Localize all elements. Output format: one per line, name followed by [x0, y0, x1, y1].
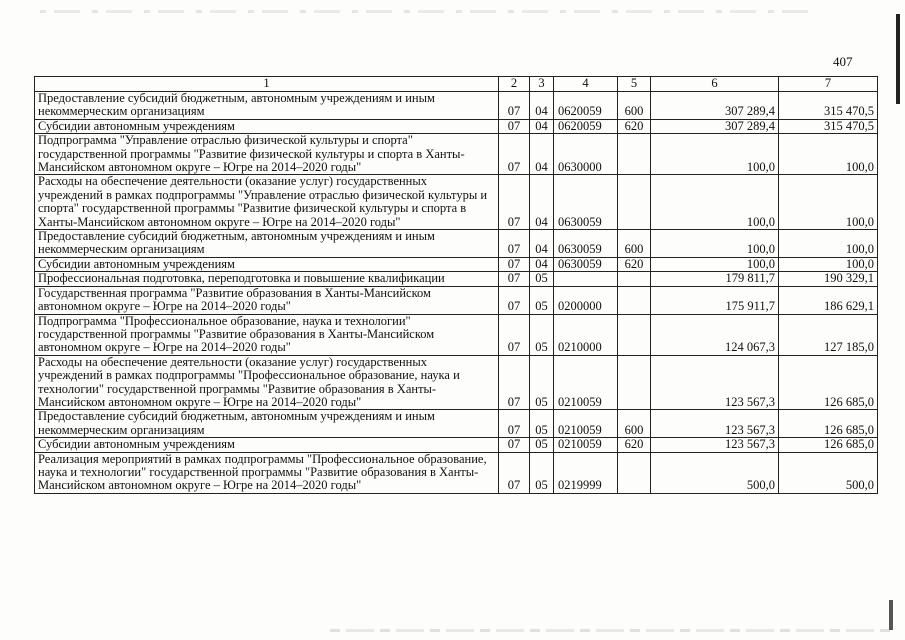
row-target-code — [554, 272, 618, 286]
table-row — [35, 286, 878, 314]
row-expense-type — [618, 314, 651, 355]
row-section: 07 — [499, 92, 530, 120]
row-description: Предоставление субсидий бюджетным, автономным учреждениям и иным некоммерческим организациям — [35, 410, 499, 438]
row-section: 07 — [499, 272, 530, 286]
row-amount-year1: 100,0 — [651, 175, 779, 230]
row-description: Предоставление субсидий бюджетным, автономным учреждениям и иным некоммерческим организациям — [35, 92, 499, 120]
row-description: Расходы на обеспечение деятельности (оказание услуг) государственных учреждений в рамках подпрограммы "Управление отраслью физической культуры и спорта" государственной программы "Развитие физической культуры и спорта в Ханты-Мансийском автономном округе – Югре на 2014–2020 годы" — [35, 175, 499, 230]
row-amount-year1: 500,0 — [651, 452, 779, 493]
row-target-code: 0210059 — [554, 410, 618, 438]
row-subsection: 04 — [530, 175, 554, 230]
row-description: Расходы на обеспечение деятельности (оказание услуг) государственных учреждений в рамках подпрограммы "Профессиональное образование, наука и технологии" государственной программы "Развитие образования в Ханты-Мансийском автономном округе – Югре на 2014–2020 годы" — [35, 355, 499, 410]
scan-artifact-bottom — [330, 629, 890, 632]
row-section: 07 — [499, 257, 530, 271]
row-amount-year1: 123 567,3 — [651, 355, 779, 410]
row-expense-type — [618, 452, 651, 493]
row-amount-year1: 175 911,7 — [651, 286, 779, 314]
row-amount-year2: 127 185,0 — [779, 314, 878, 355]
row-amount-year1: 100,0 — [651, 257, 779, 271]
row-section: 07 — [499, 314, 530, 355]
row-section: 07 — [499, 355, 530, 410]
column-header: 5 — [618, 77, 651, 92]
row-description: Субсидии автономным учреждениям — [35, 257, 499, 271]
row-expense-type — [618, 355, 651, 410]
row-description: Подпрограмма "Управление отраслью физической культуры и спорта" государственной программы "Развитие физической культуры и спорта в Ханты-Мансийском автономном округе – Югре на 2014–2020 годы" — [35, 134, 499, 175]
row-section: 07 — [499, 452, 530, 493]
row-section: 07 — [499, 230, 530, 258]
row-subsection: 04 — [530, 134, 554, 175]
row-expense-type — [618, 286, 651, 314]
row-target-code: 0210000 — [554, 314, 618, 355]
table-row — [35, 272, 878, 286]
row-expense-type: 600 — [618, 410, 651, 438]
row-expense-type: 620 — [618, 119, 651, 133]
scan-artifact-top — [40, 10, 820, 13]
row-amount-year2: 190 329,1 — [779, 272, 878, 286]
row-amount-year2: 100,0 — [779, 230, 878, 258]
row-target-code: 0620059 — [554, 92, 618, 120]
row-amount-year2: 315 470,5 — [779, 92, 878, 120]
row-expense-type — [618, 175, 651, 230]
column-header: 4 — [554, 77, 618, 92]
row-target-code: 0210059 — [554, 355, 618, 410]
row-target-code: 0630059 — [554, 257, 618, 271]
row-amount-year1: 124 067,3 — [651, 314, 779, 355]
row-target-code: 0620059 — [554, 119, 618, 133]
row-expense-type: 600 — [618, 230, 651, 258]
row-description: Субсидии автономным учреждениям — [35, 119, 499, 133]
row-subsection: 05 — [530, 410, 554, 438]
table-row — [35, 175, 878, 230]
row-description: Профессиональная подготовка, переподготовка и повышение квалификации — [35, 272, 499, 286]
table-row — [35, 355, 878, 410]
row-description: Реализация мероприятий в рамках подпрограммы "Профессиональное образование, наука и технологии" государственной программы "Развитие образования в Ханты-Мансийском автономном округе – Югре на 2014–2020 годы" — [35, 452, 499, 493]
row-section: 07 — [499, 286, 530, 314]
row-amount-year1: 307 289,4 — [651, 92, 779, 120]
row-amount-year2: 315 470,5 — [779, 119, 878, 133]
row-amount-year2: 100,0 — [779, 134, 878, 175]
row-amount-year1: 123 567,3 — [651, 438, 779, 452]
row-subsection: 04 — [530, 119, 554, 133]
row-expense-type: 600 — [618, 92, 651, 120]
row-expense-type — [618, 134, 651, 175]
row-target-code: 0219999 — [554, 452, 618, 493]
table-row — [35, 452, 878, 493]
column-header: 1 — [35, 77, 499, 92]
row-amount-year2: 500,0 — [779, 452, 878, 493]
row-expense-type: 620 — [618, 257, 651, 271]
row-amount-year2: 186 629,1 — [779, 286, 878, 314]
column-header: 6 — [651, 77, 779, 92]
row-amount-year1: 100,0 — [651, 230, 779, 258]
row-target-code: 0210059 — [554, 438, 618, 452]
row-section: 07 — [499, 134, 530, 175]
budget-table — [34, 76, 878, 494]
row-amount-year2: 100,0 — [779, 257, 878, 271]
table-row — [35, 410, 878, 438]
column-header: 7 — [779, 77, 878, 92]
table-header-row — [35, 77, 878, 92]
row-amount-year1: 123 567,3 — [651, 410, 779, 438]
row-subsection: 05 — [530, 272, 554, 286]
row-subsection: 04 — [530, 257, 554, 271]
row-subsection: 05 — [530, 286, 554, 314]
row-subsection: 04 — [530, 92, 554, 120]
row-amount-year1: 100,0 — [651, 134, 779, 175]
row-amount-year2: 126 685,0 — [779, 438, 878, 452]
row-target-code: 0200000 — [554, 286, 618, 314]
row-amount-year2: 126 685,0 — [779, 355, 878, 410]
row-target-code: 0630000 — [554, 134, 618, 175]
row-section: 07 — [499, 438, 530, 452]
row-subsection: 05 — [530, 355, 554, 410]
page-number: 407 — [833, 54, 853, 69]
row-section: 07 — [499, 119, 530, 133]
row-subsection: 05 — [530, 438, 554, 452]
row-amount-year2: 100,0 — [779, 175, 878, 230]
row-amount-year1: 307 289,4 — [651, 119, 779, 133]
row-amount-year1: 179 811,7 — [651, 272, 779, 286]
table-row — [35, 314, 878, 355]
row-description: Государственная программа "Развитие образования в Ханты-Мансийском автономном округе – Югре на 2014–2020 годы" — [35, 286, 499, 314]
page-edge-mark-bottom — [889, 600, 893, 630]
row-subsection: 04 — [530, 230, 554, 258]
row-subsection: 05 — [530, 314, 554, 355]
row-description: Субсидии автономным учреждениям — [35, 438, 499, 452]
row-amount-year2: 126 685,0 — [779, 410, 878, 438]
row-target-code: 0630059 — [554, 175, 618, 230]
table-row — [35, 92, 878, 120]
row-expense-type — [618, 272, 651, 286]
column-header: 2 — [499, 77, 530, 92]
row-target-code: 0630059 — [554, 230, 618, 258]
table-row — [35, 119, 878, 133]
row-section: 07 — [499, 175, 530, 230]
table-row — [35, 134, 878, 175]
column-header: 3 — [530, 77, 554, 92]
row-description: Подпрограмма "Профессиональное образование, наука и технологии" государственной программы "Развитие образования в Ханты-Мансийском автономном округе – Югре на 2014–2020 годы" — [35, 314, 499, 355]
table-row — [35, 230, 878, 258]
page-edge-mark — [896, 14, 900, 104]
row-subsection: 05 — [530, 452, 554, 493]
table-row — [35, 257, 878, 271]
row-expense-type: 620 — [618, 438, 651, 452]
table-row — [35, 438, 878, 452]
row-section: 07 — [499, 410, 530, 438]
row-description: Предоставление субсидий бюджетным, автономным учреждениям и иным некоммерческим организациям — [35, 230, 499, 258]
